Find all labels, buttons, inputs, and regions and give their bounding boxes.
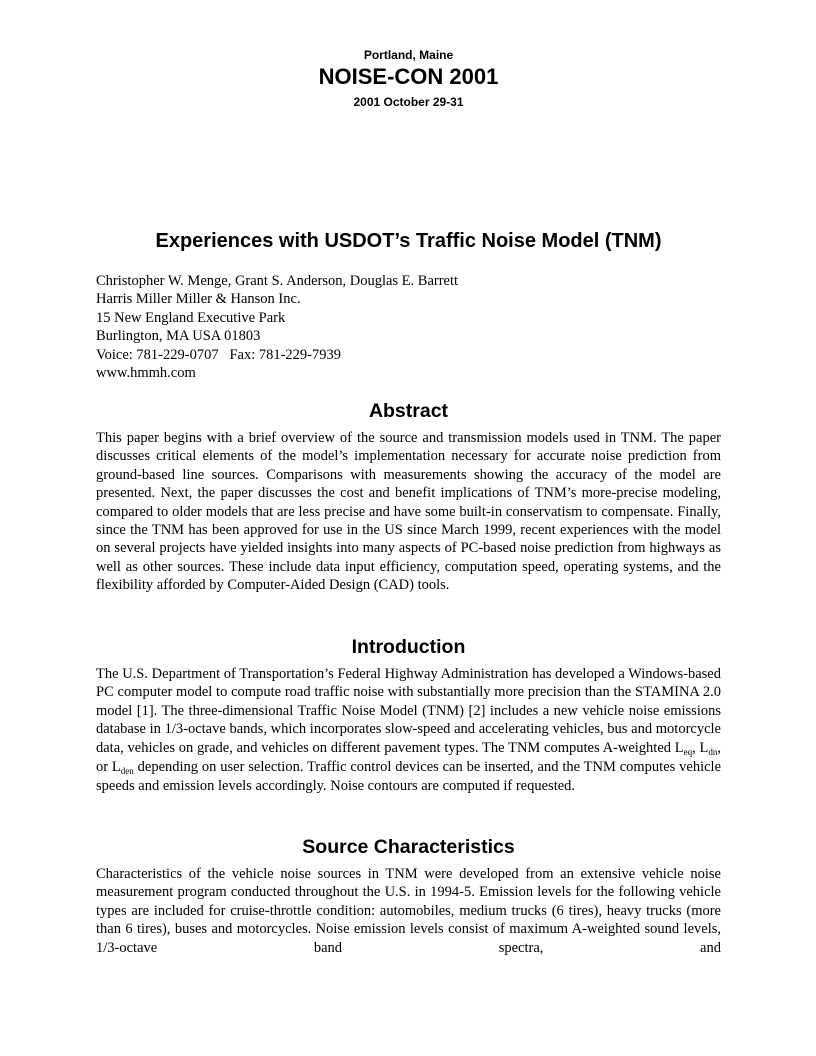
source-characteristics-heading: Source Characteristics [302, 836, 515, 858]
introduction-heading: Introduction [351, 636, 466, 658]
sub-dn: dn [708, 746, 718, 757]
intro-sep-1: , L [692, 739, 709, 756]
affiliation: Harris Miller Miller & Hanson Inc. [96, 291, 301, 308]
contact-line: Voice: 781-229-0707 Fax: 781-229-7939 [96, 346, 341, 363]
conference-date: 2001 October 29-31 [353, 95, 464, 109]
intro-sep-2: , or L [96, 739, 721, 776]
address-line-1: 15 New England Executive Park [96, 309, 286, 326]
conference-location: Portland, Maine [363, 48, 454, 62]
sub-eq: eq [683, 746, 693, 757]
conference-name: NOISE-CON 2001 [318, 64, 499, 89]
authors: Christopher W. Menge, Grant S. Anderson, Douglas E. Barrett [96, 273, 459, 289]
paper-title: Experiences with USDOT’s Traffic Noise Model (TNM) [155, 230, 662, 252]
abstract-heading: Abstract [368, 400, 449, 422]
introduction-text [96, 665, 721, 796]
address-line-2: Burlington, MA USA 01803 [96, 328, 261, 345]
intro-part-2: depending on user selection. Traffic control devices can be inserted, and the TNM computes vehicle speeds and emission levels accordingly. Noise contours are computed if requested. [96, 759, 721, 795]
website: www.hmmh.com [96, 365, 196, 382]
author-block [96, 272, 721, 382]
intro-part-1: The U.S. Department of Transportation’s Federal Highway Administration has developed a Windows-based PC computer model to compute road traffic noise with substantially more precision than the STAMINA 2.0 model [1]. The three-dimensional Traffic Noise Model (TNM) [2] includes a new vehicle noise emissions database in 1/3-octave bands, which incorporates slow-speed and accelerating vehicles, bus and motorcycle data, vehicles on grade, and vehicles on different pavement types. The TNM computes A-weighted L [96, 666, 721, 756]
abstract-text: This paper begins with a brief overview of the source and transmission models used in TNM. The paper discusses critical elements of the model’s implementation necessary for accurate noise prediction from ground-based line sources. Comparisons with measurements showing the accuracy of the model are presented. Next, the paper discusses the cost and benefit implications of TNM’s more-precise modeling, compared to older models that are less precise and have some built-in conservatism to compensate. Finally, since the TNM has been approved for use in the US since March 1999, recent experiences with the model on several projects have yielded insights into many aspects of PC-based noise prediction from highways as well as other sources. These include data input efficiency, computation speed, operating systems, and the flexibility afforded by Computer-Aided Design (CAD) tools. [96, 430, 721, 594]
sub-den: den [120, 766, 134, 777]
source-characteristics-text: Characteristics of the vehicle noise sources in TNM were developed from an extensive vehicle noise measurement program conducted throughout the U.S. in 1994-5. Emission levels for the following vehicle types are included for cruise-throttle condition: automobiles, medium trucks (6 tires), heavy trucks (more than 6 tires), buses and motorcycles. Noise emission levels consist of maximum A-weighted sound levels, 1/3-octave band spectra, and [96, 866, 721, 956]
